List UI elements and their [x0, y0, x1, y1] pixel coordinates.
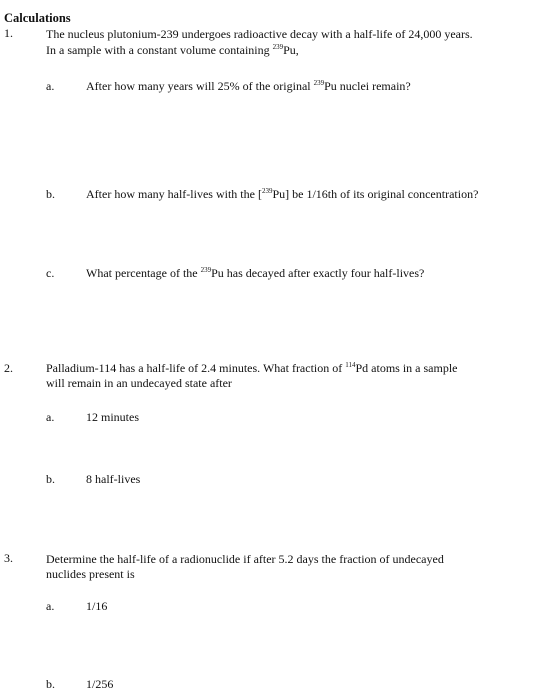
question-2-line-2: will remain in an undecayed state after [46, 376, 232, 390]
question-1a-text: After how many years will 25% of the original $^{239}$Pu nuclei remain? [86, 79, 411, 93]
question-3-line-2: nuclides present is [46, 567, 135, 581]
isotope-mass-number: 114 [345, 361, 356, 369]
question-1c-label: c. [46, 266, 55, 280]
question-2-line-1: Palladium-114 has a half-life of 2.4 minutes. What fraction of $^{114}$Pd atoms in a sample [46, 361, 458, 375]
isotope-mass-number: 239 [313, 79, 325, 87]
question-1a-label: a. [46, 79, 55, 93]
question-3a-label: a. [46, 599, 55, 613]
question-1c-text: What percentage of the $^{239}$Pu has decayed after exactly four half-lives? [86, 266, 425, 280]
question-1-line-1: The nucleus plutonium-239 undergoes radioactive decay with a half-life of 24,000 years. [46, 27, 473, 41]
question-2a-label: a. [46, 410, 55, 424]
question-1-line-2: In a sample with a constant volume containing $^{239}$Pu, [46, 43, 299, 57]
question-1-number: 1. [4, 26, 13, 40]
question-3b-label: b. [46, 677, 55, 691]
question-3a-text: 1/16 [86, 599, 108, 613]
question-2a-text: 12 minutes [86, 410, 139, 424]
isotope-mass-number: 239 [261, 187, 273, 195]
question-2b-text: 8 half-lives [86, 472, 141, 486]
question-3-line-1: Determine the half-life of a radionuclide if after 5.2 days the fraction of undecayed [46, 552, 444, 566]
question-1b-text: After how many half-lives with the [$^{239}$Pu] be 1/16th of its original concentration? [86, 187, 479, 201]
question-3-number: 3. [4, 551, 13, 565]
question-3b-text: 1/256 [86, 677, 114, 691]
isotope-mass-number: 239 [200, 266, 212, 274]
question-2-number: 2. [4, 361, 13, 375]
question-2b-label: b. [46, 472, 55, 486]
isotope-mass-number: 239 [272, 43, 284, 51]
section-heading: Calculations [4, 11, 71, 25]
question-1b-label: b. [46, 187, 55, 201]
